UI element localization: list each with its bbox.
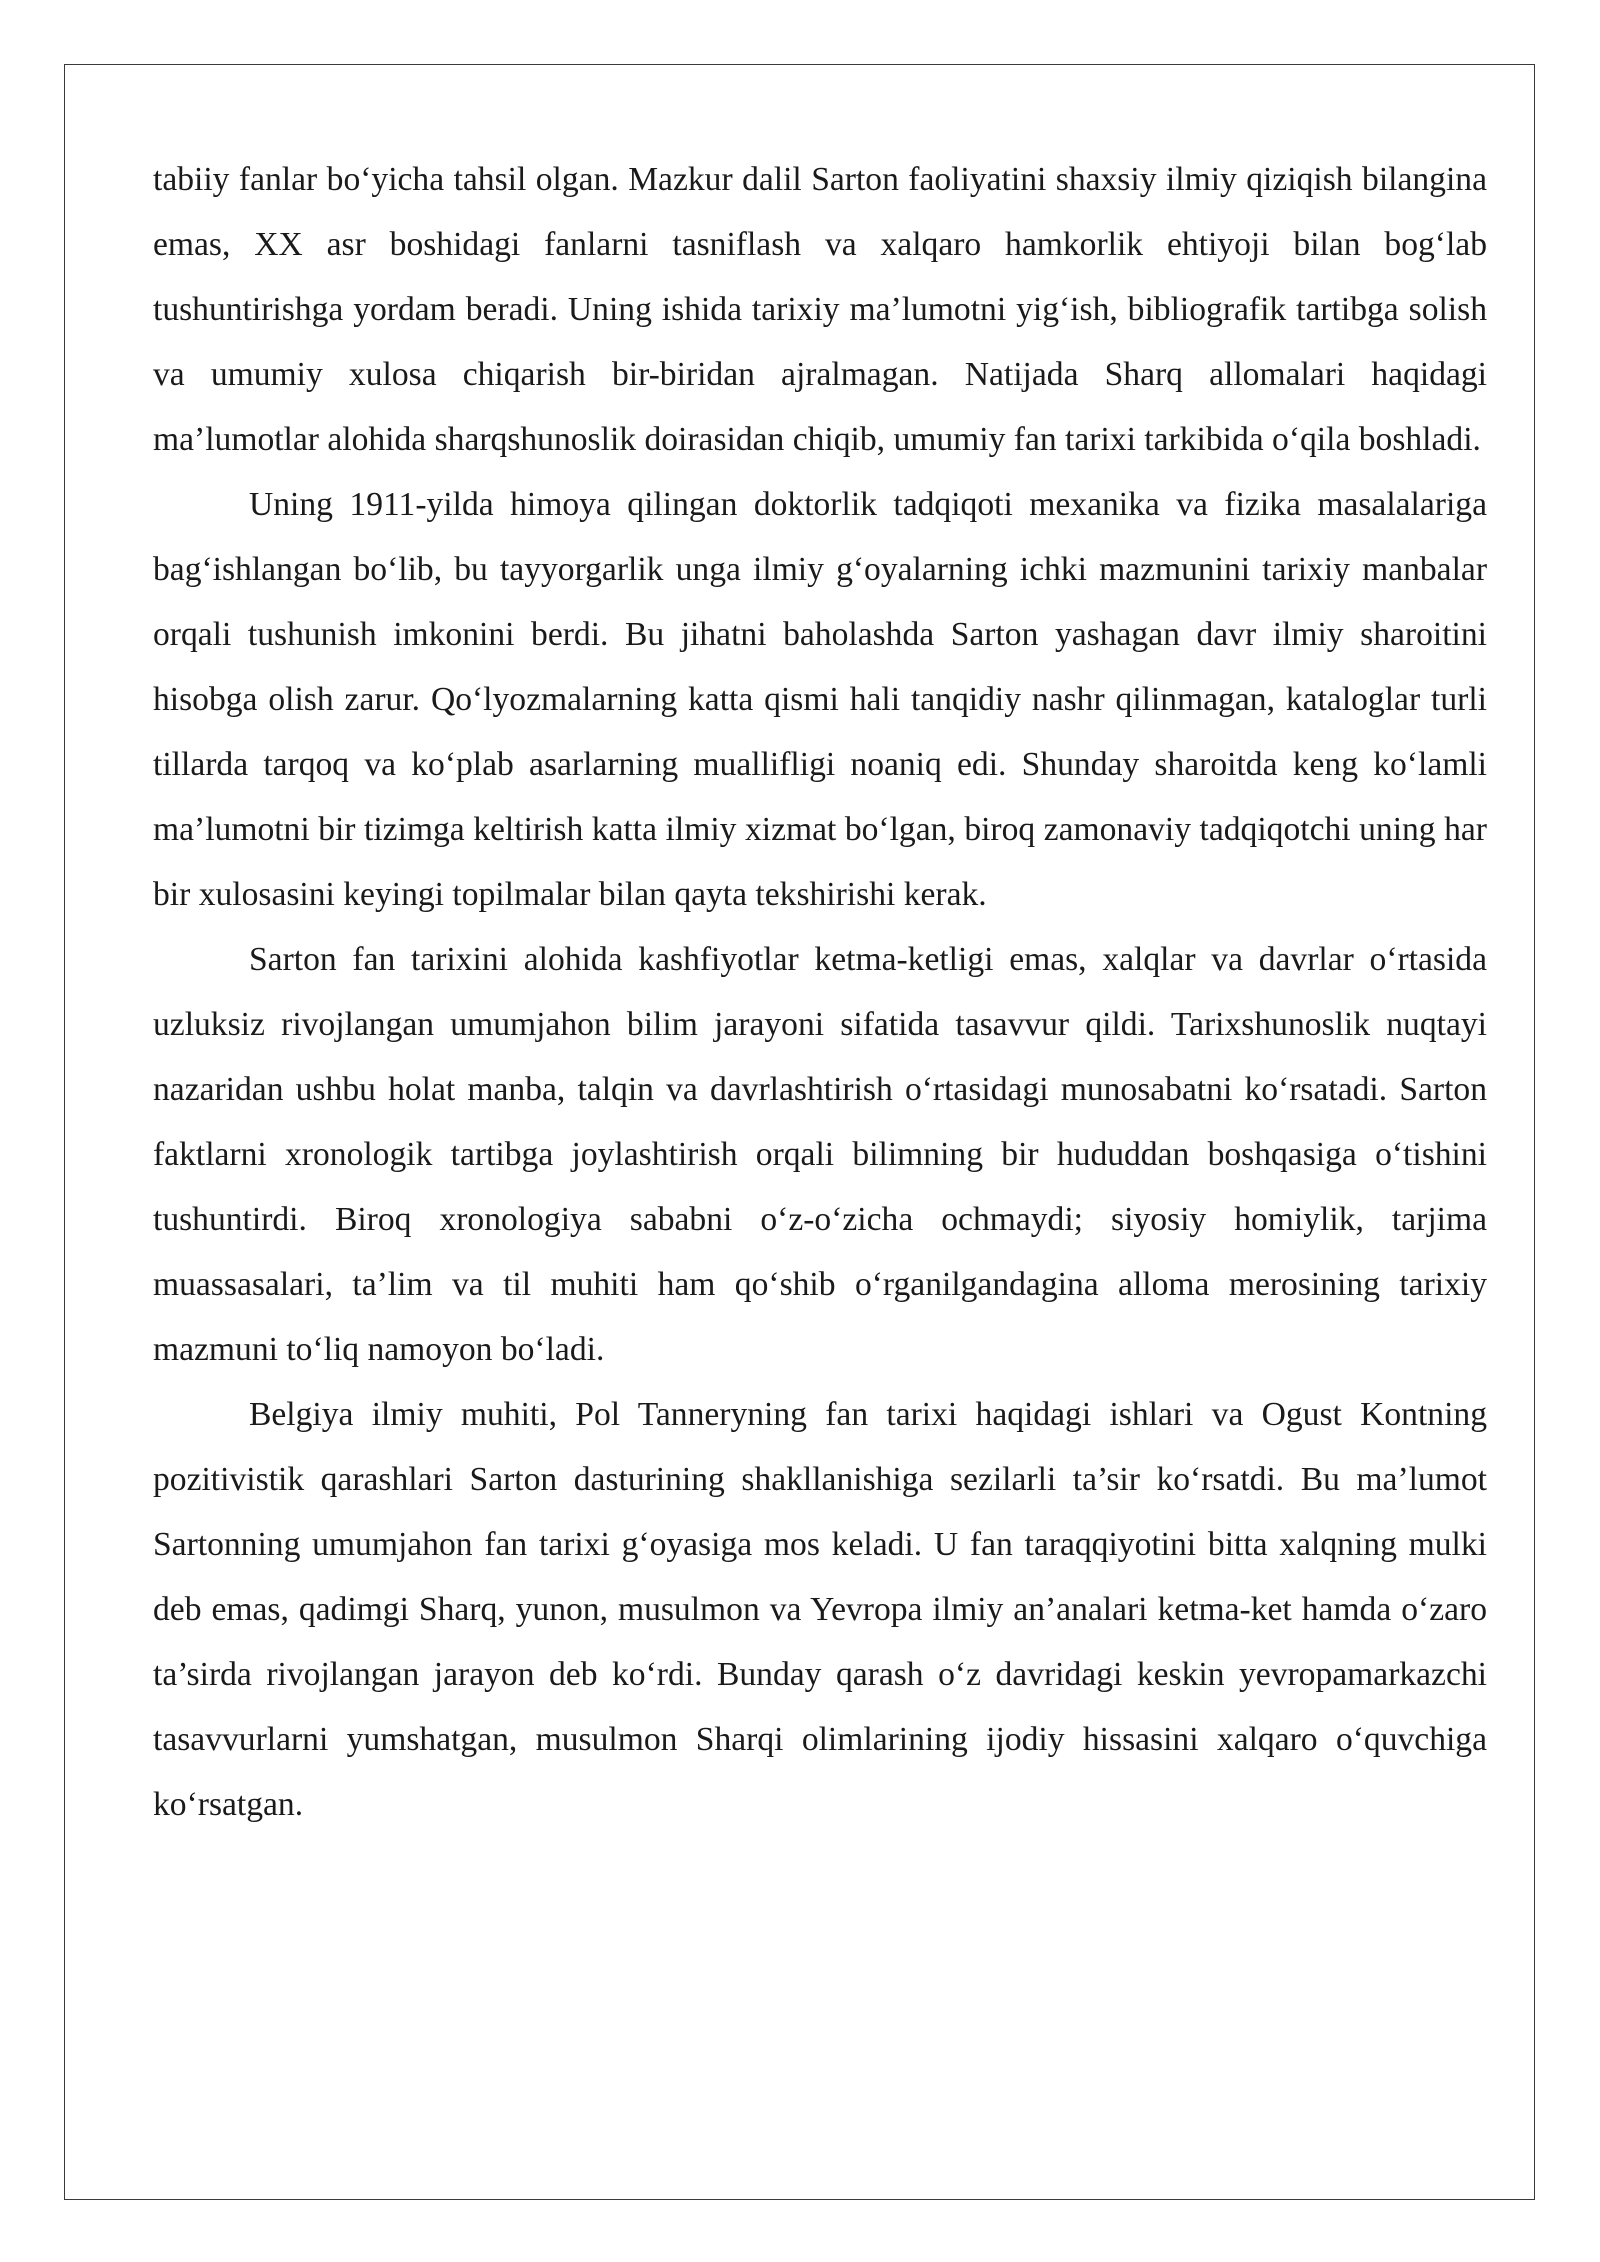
paragraph-3: Sarton fan tarixini alohida kashfiyotlar ketma-ketligi emas, xalqlar va davrlar o‘rtasida uzluksiz rivojlangan umumjahon bilim jarayoni sifatida tasavvur qildi. Tarixshunoslik nuqtayi nazaridan ushbu holat manba, talqin va davrlashtirish o‘rtasidagi munosabatni ko‘rsatadi. Sarton faktlarni xronologik tartibga joylashtirish orqali bilimning bir hududdan boshqasiga o‘tishini tushuntirdi. Biroq xronologiya sababni o‘z-o‘zicha ochmaydi; siyosiy homiylik, tarjima muassasalari, ta’lim va til muhiti ham qo‘shib o‘rganilgandagina alloma merosining tarixiy mazmuni to‘liq namoyon bo‘ladi.: [153, 941, 1487, 1368]
document-body: [153, 147, 1487, 1837]
paragraph-1: tabiiy fanlar bo‘yicha tahsil olgan. Mazkur dalil Sarton faoliyatini shaxsiy ilmiy qiziqish bilangina emas, XX asr boshidagi fanlarni tasniflash va xalqaro hamkorlik ehtiyoji bilan bog‘lab tushuntirishga yordam beradi. Uning ishida tarixiy ma’lumotni yig‘ish, bibliografik tartibga solish va umumiy xulosa chiqarish bir-biridan ajralmagan. Natijada Sharq allomalari haqidagi ma’lumotlar alohida sharqshunoslik doirasidan chiqib, umumiy fan tarixi tarkibida o‘qila boshladi.: [153, 161, 1487, 458]
paragraph-2: Uning 1911-yilda himoya qilingan doktorlik tadqiqoti mexanika va fizika masalalariga bag‘ishlangan bo‘lib, bu tayyorgarlik unga ilmiy g‘oyalarning ichki mazmunini tarixiy manbalar orqali tushunish imkonini berdi. Bu jihatni baholashda Sarton yashagan davr ilmiy sharoitini hisobga olish zarur. Qo‘lyozmalarning katta qismi hali tanqidiy nashr qilinmagan, kataloglar turli tillarda tarqoq va ko‘plab asarlarning muallifligi noaniq edi. Shunday sharoitda keng ko‘lamli ma’lumotni bir tizimga keltirish katta ilmiy xizmat bo‘lgan, biroq zamonaviy tadqiqotchi uning har bir xulosasini keyingi topilmalar bilan qayta tekshirishi kerak.: [153, 486, 1487, 913]
paragraph-4: Belgiya ilmiy muhiti, Pol Tanneryning fan tarixi haqidagi ishlari va Ogust Kontning pozitivistik qarashlari Sarton dasturining shakllanishiga sezilarli ta’sir ko‘rsatdi. Bu ma’lumot Sartonning umumjahon fan tarixi g‘oyasiga mos keladi. U fan taraqqiyotini bitta xalqning mulki deb emas, qadimgi Sharq, yunon, musulmon va Yevropa ilmiy an’analari ketma-ket hamda o‘zaro ta’sirda rivojlangan jarayon deb ko‘rdi. Bunday qarash o‘z davridagi keskin yevropamarkazchi tasavvurlarni yumshatgan, musulmon Sharqi olimlarining ijodiy hissasini xalqaro o‘quvchiga ko‘rsatgan.: [153, 1396, 1487, 1823]
